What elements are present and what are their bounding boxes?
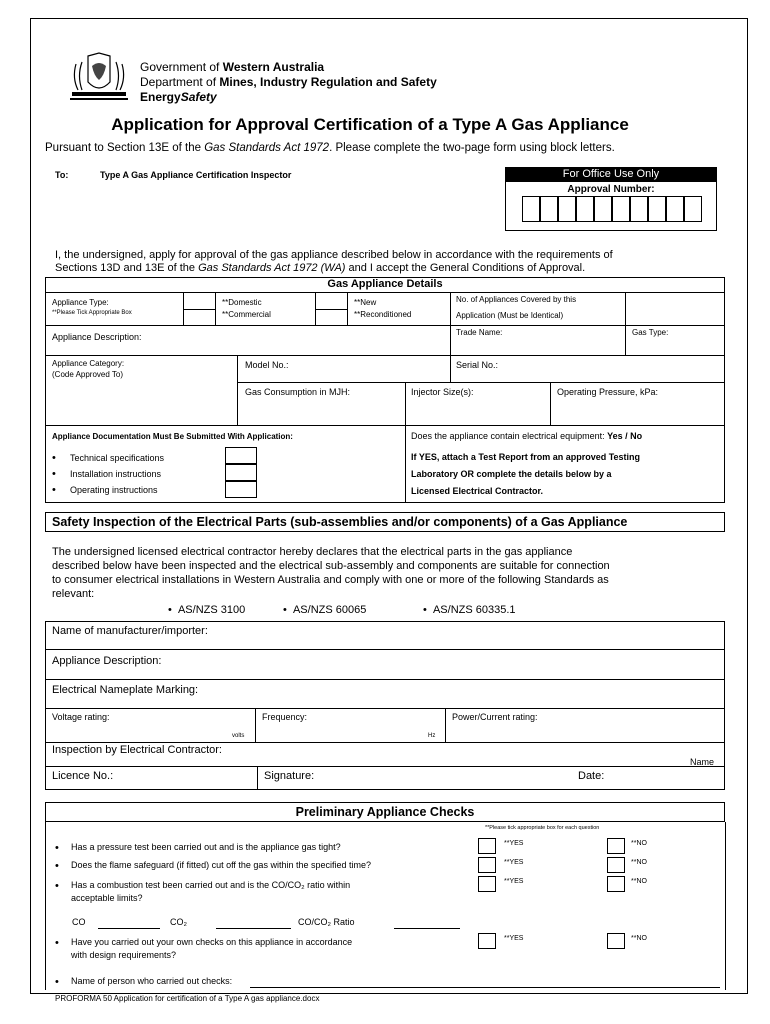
injector-label: Injector Size(s): — [411, 387, 474, 397]
co2-label: CO₂ — [170, 917, 187, 927]
consumption-label: Gas Consumption in MJH: — [245, 387, 351, 397]
q4-yes-label: **YES — [504, 935, 524, 942]
new-label: **New — [354, 298, 377, 307]
approval-number-cell[interactable] — [648, 196, 666, 222]
manufacturer-label: Name of manufacturer/importer: — [52, 625, 208, 637]
q1-no-label: **NO — [631, 840, 647, 847]
if-yes-line1: If YES, attach a Test Report from an approved Testing — [411, 452, 641, 462]
doc-operating: Operating instructions — [70, 485, 158, 495]
doc-installation: Installation instructions — [70, 469, 162, 479]
volts-unit: volts — [232, 733, 245, 739]
category-label2: (Code Approved To) — [52, 370, 124, 379]
declaration-line1: I, the undersigned, apply for approval of the gas appliance described below in accordance with the requirements of — [55, 249, 613, 261]
gov-line: Government of Western Australia — [140, 60, 325, 74]
q1-yes-label: **YES — [504, 840, 524, 847]
appliance-description-label: Appliance Description: — [52, 332, 142, 342]
doc-technical: Technical specifications — [70, 453, 165, 463]
to-value: Type A Gas Appliance Certification Inspector — [100, 170, 292, 180]
num-appliances-label1: No. of Appliances Covered by this — [456, 295, 577, 304]
pursuant-text: Pursuant to Section 13E of the Gas Standards Act 1972. Please complete the two-page form using block letters. — [45, 142, 615, 154]
licence-label: Licence No.: — [52, 770, 114, 782]
co-label: CO — [72, 917, 86, 927]
doc-technical-checkbox[interactable] — [225, 447, 257, 464]
date-label: Date: — [578, 770, 605, 782]
check-q2: Does the flame safeguard (if fitted) cut off the gas within the specified time? — [71, 860, 371, 870]
appliance-type-label: Appliance Type: — [52, 298, 109, 307]
q2-yes-label: **YES — [504, 859, 524, 866]
signature-label: Signature: — [264, 770, 315, 782]
commercial-label: **Commercial — [222, 310, 271, 319]
if-yes-line2: Laboratory OR complete the details below by a — [411, 469, 612, 479]
frequency-label: Frequency: — [262, 712, 308, 722]
approval-number-label: Approval Number: — [567, 184, 655, 195]
check-q1: Has a pressure test been carried out and is the appliance gas tight? — [71, 842, 341, 852]
approval-number-cell[interactable] — [540, 196, 558, 222]
doc-installation-checkbox[interactable] — [225, 464, 257, 481]
gas-type-label: Gas Type: — [632, 328, 669, 337]
co-ratio-label: CO/CO₂ Ratio — [298, 917, 355, 927]
q4-no-label: **NO — [631, 935, 647, 942]
tick-note: **Please Tick Appropriate Box — [52, 310, 132, 316]
check-q3-line1: Has a combustion test been carried out and is the CO/CO₂ ratio within — [71, 880, 351, 890]
inspection-label: Inspection by Electrical Contractor: — [52, 744, 222, 756]
q2-yes-checkbox[interactable] — [478, 857, 496, 873]
q3-no-label: **NO — [631, 878, 647, 885]
check-q4-line1: Have you carried out your own checks on this appliance in accordance — [71, 937, 353, 947]
safety-para2: described below have been inspected and the electrical sub-assembly and components are suitable for connection — [52, 560, 610, 572]
approval-number-cell[interactable] — [576, 196, 594, 222]
category-label1: Appliance Category: — [52, 359, 125, 368]
electrical-question: Does the appliance contain electrical equipment: Yes / No — [411, 431, 643, 441]
checks-heading: Preliminary Appliance Checks — [295, 805, 475, 819]
wa-crest-logo — [68, 52, 130, 102]
standard-60335: • AS/NZS 60335.1 — [423, 604, 516, 616]
standard-60065: • AS/NZS 60065 — [283, 604, 367, 616]
domestic-label: **Domestic — [222, 298, 262, 307]
pressure-label: Operating Pressure, kPa: — [557, 387, 659, 397]
voltage-label: Voltage rating: — [52, 712, 110, 722]
model-label: Model No.: — [245, 360, 289, 370]
num-appliances-label2: Application (Must be Identical) — [456, 311, 564, 320]
approval-number-cell[interactable] — [522, 196, 540, 222]
elec-appliance-description-label: Appliance Description: — [52, 655, 162, 667]
serial-label: Serial No.: — [456, 360, 499, 370]
approval-number-cell[interactable] — [612, 196, 630, 222]
electrical-details-table — [45, 621, 725, 790]
if-yes-line3: Licensed Electrical Contractor. — [411, 486, 544, 496]
gas-details-heading: Gas Appliance Details — [327, 278, 443, 290]
q4-no-checkbox[interactable] — [607, 933, 625, 949]
trade-name-label: Trade Name: — [456, 328, 503, 337]
name-label: Name — [690, 757, 715, 767]
footer-filename: PROFORMA 50 Application for certification of a Type A gas appliance.docx — [55, 994, 320, 1003]
energy-safety: EnergySafety — [140, 90, 217, 104]
q3-yes-checkbox[interactable] — [478, 876, 496, 892]
q1-no-checkbox[interactable] — [607, 838, 625, 854]
safety-para1: The undersigned licensed electrical contractor hereby declares that the electrical parts in the gas appliance — [52, 546, 573, 558]
safety-para4: relevant: — [52, 588, 95, 600]
safety-heading: Safety Inspection of the Electrical Parts (sub-assemblies and/or components) of a Gas Appliance — [52, 515, 628, 529]
check-q3-line2: acceptable limits? — [71, 893, 143, 903]
reconditioned-label: **Reconditioned — [354, 310, 412, 319]
safety-para3: to consumer electrical installations in Western Australia and comply with one or more of the following Standards as — [52, 574, 609, 586]
page-title: Application for Approval Certification of a Type A Gas Appliance — [111, 115, 629, 134]
approval-number-cell[interactable] — [666, 196, 684, 222]
check-q4-line2: with design requirements? — [71, 950, 177, 960]
q3-yes-label: **YES — [504, 878, 524, 885]
office-use-title: For Office Use Only — [505, 167, 717, 182]
checks-tick-note: **Please tick appropriate box for each question — [485, 825, 600, 831]
q4-yes-checkbox[interactable] — [478, 933, 496, 949]
check-q5: Name of person who carried out checks: — [71, 976, 233, 986]
docs-heading: Appliance Documentation Must Be Submitted With Application: — [52, 432, 293, 441]
hz-unit: Hz — [428, 733, 436, 739]
approval-number-cell[interactable] — [594, 196, 612, 222]
declaration-line2: Sections 13D and 13E of the Gas Standards Act 1972 (WA) and I accept the General Conditions of Approval. — [55, 262, 586, 274]
approval-number-cell[interactable] — [558, 196, 576, 222]
standard-3100: • AS/NZS 3100 — [168, 604, 246, 616]
q1-yes-checkbox[interactable] — [478, 838, 496, 854]
dept-line: Department of Mines, Industry Regulation and Safety — [140, 75, 437, 89]
power-label: Power/Current rating: — [452, 712, 538, 722]
to-label: To: — [55, 170, 69, 180]
approval-number-cell[interactable] — [630, 196, 648, 222]
doc-operating-checkbox[interactable] — [225, 481, 257, 498]
approval-number-cell[interactable] — [684, 196, 702, 222]
q3-no-checkbox[interactable] — [607, 876, 625, 892]
q2-no-label: **NO — [631, 859, 647, 866]
nameplate-label: Electrical Nameplate Marking: — [52, 684, 199, 696]
q2-no-checkbox[interactable] — [607, 857, 625, 873]
